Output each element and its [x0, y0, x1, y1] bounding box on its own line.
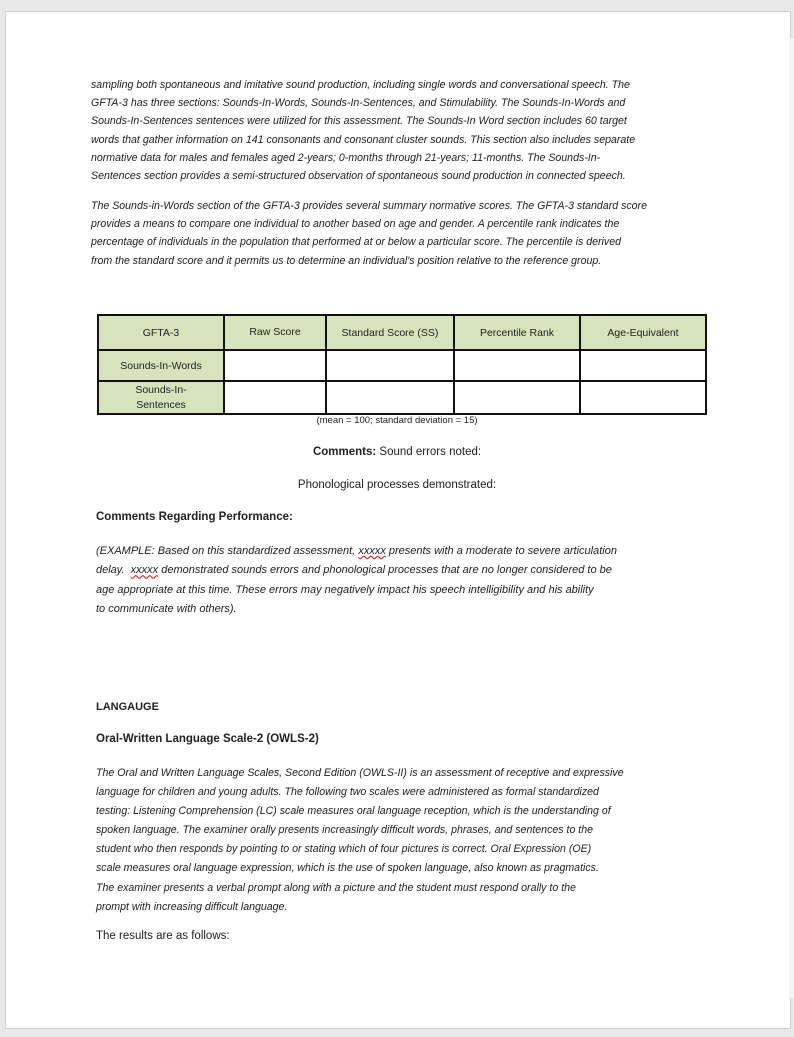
text-line	[96, 542, 716, 561]
comments-label: Comments:	[312, 446, 377, 458]
standard-score-cell[interactable]	[326, 350, 454, 381]
page-edge	[789, 38, 794, 998]
table-row	[98, 381, 706, 414]
text-line: The Sounds-in-Words section of the GFTA-3 provides several summary normative scores. The GFTA-3 standard score	[91, 200, 647, 212]
text-line: The Oral and Written Language Scales, Second Edition (OWLS-II) is an assessment of receptive and expressive	[96, 767, 624, 779]
header-cell: GFTA-3	[98, 315, 224, 350]
age-equivalent-cell[interactable]	[580, 381, 706, 414]
percentile-rank-cell[interactable]	[454, 381, 580, 414]
paragraph-gfta-description	[91, 76, 711, 185]
header-cell: Raw Score	[224, 315, 326, 350]
text-line: words that gather information on 141 consonants and consonant cluster sounds. This section also includes separate	[91, 133, 636, 146]
text-line: language for children and young adults. The following two scales were administered as formal standardized	[96, 786, 599, 799]
text-line: percentage of individuals in the population that performed at or below a particular score. The percentile is derived	[91, 236, 621, 249]
text-line: testing: Listening Comprehension (LC) scale measures oral language reception, which is the understanding of	[96, 805, 611, 818]
text-line: sampling both spontaneous and imitative sound production, including single words and conversational speech. The	[91, 79, 630, 91]
text-line: provides a means to compare one individual to another based on age and gender. A percentile rank indicates the	[91, 218, 620, 231]
text-line: to communicate with others).	[96, 602, 237, 615]
text-line: scale measures oral language expression, which is the use of spoken language, also known as pragmatics.	[96, 862, 599, 875]
performance-heading: Comments Regarding Performance:	[96, 511, 293, 523]
language-heading: LANGAUGE	[96, 701, 159, 713]
gfta-score-table	[97, 314, 707, 415]
comments-line	[97, 446, 697, 458]
text: demonstrated sounds errors and phonological processes that are no longer considered to be	[158, 564, 612, 577]
text-line: student who then responds by pointing to or stating which of four pictures is correct. Oral Expression (OE)	[96, 843, 592, 856]
standard-score-cell[interactable]	[326, 381, 454, 414]
text: presents with a moderate to severe articulation	[385, 545, 617, 557]
row-label: Sounds-In-Sentences	[98, 381, 224, 414]
text-line: from the standard score and it permits us to determine an individual's position relative to the reference group.	[91, 254, 602, 267]
phonological-processes-text: Phonological processes demonstrated:	[297, 479, 497, 491]
text: (EXAMPLE: Based on this standardized assessment,	[96, 545, 359, 557]
sound-errors-text: Sound errors noted:	[379, 446, 482, 458]
row-label: Sounds-In-Words	[98, 350, 224, 381]
header-cell: Standard Score (SS)	[326, 315, 454, 350]
student-name-placeholder: xxxxx	[130, 564, 159, 577]
results-intro: The results are as follows:	[96, 930, 230, 942]
text-line: age appropriate at this time. These errors may negatively impact his speech intelligibility and his ability	[96, 583, 594, 596]
text: delay.	[96, 564, 131, 577]
owls-heading: Oral-Written Language Scale-2 (OWLS-2)	[96, 733, 319, 745]
text-line: The examiner presents a verbal prompt along with a picture and the student must respond orally to the	[96, 881, 576, 894]
age-equivalent-cell[interactable]	[580, 350, 706, 381]
paragraph-gfta-scores	[91, 197, 711, 270]
header-cell: Percentile Rank	[454, 315, 580, 350]
table-row	[98, 350, 706, 381]
owls-paragraph	[96, 764, 716, 917]
percentile-rank-cell[interactable]	[454, 350, 580, 381]
text-line: normative data for males and females aged 2-years; 0-months through 21-years; 11-months. The Sounds-In-	[91, 151, 601, 164]
text-line: GFTA-3 has three sections: Sounds-In-Words, Sounds-In-Sentences, and Stimulability. The Sounds-In-Words and	[91, 97, 626, 110]
table-caption: (mean = 100; standard deviation = 15)	[316, 415, 478, 426]
table-header-row	[98, 315, 706, 350]
raw-score-cell[interactable]	[224, 350, 326, 381]
student-name-placeholder: xxxxx	[358, 545, 386, 557]
performance-paragraph	[96, 542, 716, 619]
text-line: Sounds-In-Sentences sentences were utilized for this assessment. The Sounds-In Word section includes 60 target	[91, 115, 627, 128]
text-line: spoken language. The examiner orally presents increasingly difficult words, phrases, and sentences to the	[96, 824, 594, 837]
text-line: Sentences section provides a semi-structured observation of spontaneous sound production in connected speech.	[91, 169, 626, 182]
text-line: prompt with increasing difficult language.	[96, 900, 288, 913]
text-line	[96, 561, 716, 580]
raw-score-cell[interactable]	[224, 381, 326, 414]
header-cell: Age-Equivalent	[580, 315, 706, 350]
